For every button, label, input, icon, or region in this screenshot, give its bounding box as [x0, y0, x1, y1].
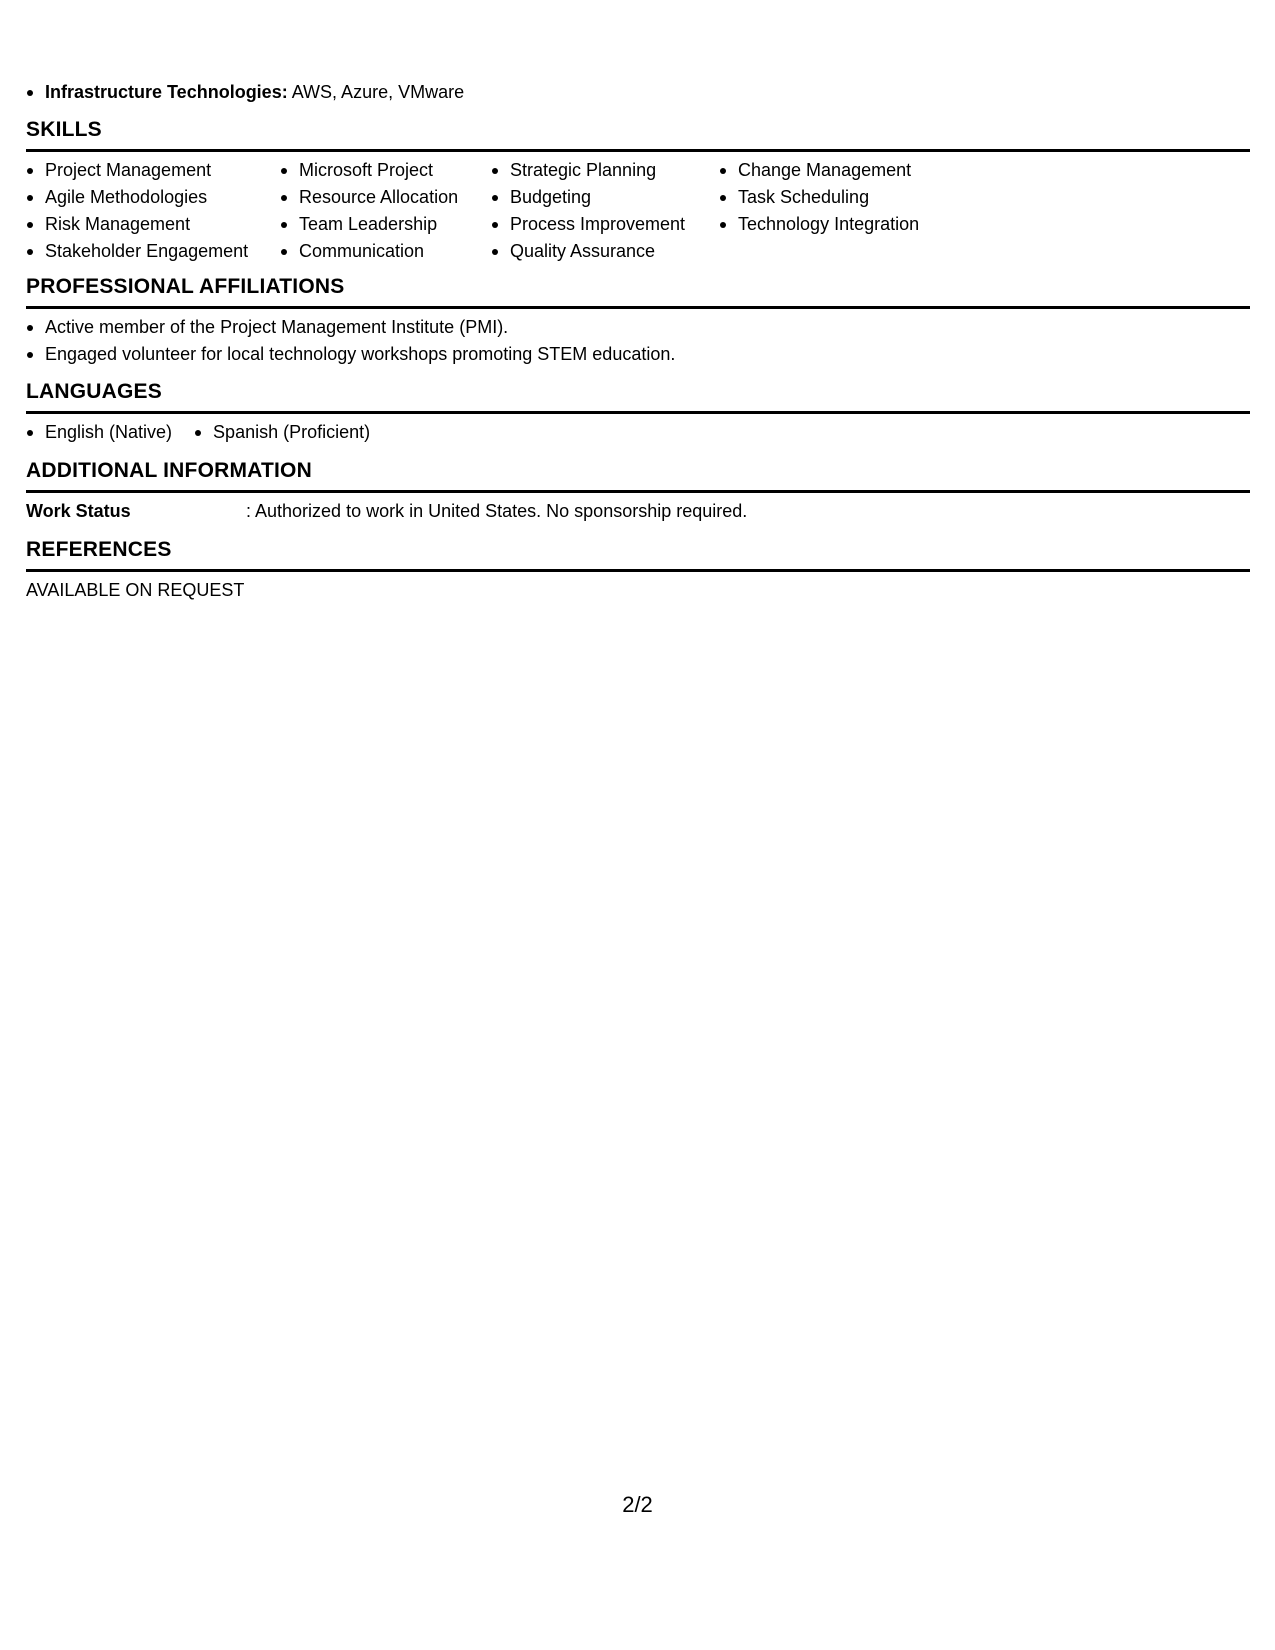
skill-item: Agile Methodologies	[26, 184, 280, 211]
skill-item: Strategic Planning	[491, 157, 719, 184]
skill-item: Quality Assurance	[491, 238, 719, 265]
work-status-row	[26, 498, 1250, 525]
skills-column	[719, 157, 959, 265]
skills-column	[280, 157, 491, 265]
infrastructure-list	[26, 79, 464, 105]
work-status-value: : Authorized to work in United States. No sponsorship required.	[246, 501, 748, 521]
list-item	[26, 79, 464, 105]
section-title: REFERENCES	[26, 538, 172, 561]
section-divider	[26, 490, 1250, 493]
skill-item: Microsoft Project	[280, 157, 491, 184]
languages-section	[26, 379, 1250, 446]
skill-item: Team Leadership	[280, 211, 491, 238]
list-item: Engaged volunteer for local technology workshops promoting STEM education.	[26, 341, 1250, 368]
skill-item: Resource Allocation	[280, 184, 491, 211]
skill-item: Project Management	[26, 157, 280, 184]
language-item: English (Native)	[26, 419, 172, 446]
skill-item: Change Management	[719, 157, 959, 184]
skill-item: Communication	[280, 238, 491, 265]
list-item: Active member of the Project Management Institute (PMI).	[26, 314, 1250, 341]
skill-item: Task Scheduling	[719, 184, 959, 211]
section-divider	[26, 411, 1250, 414]
additional-info-section	[26, 458, 1250, 525]
infrastructure-label: Infrastructure Technologies:	[45, 82, 288, 102]
skill-item: Risk Management	[26, 211, 280, 238]
language-item: Spanish (Proficient)	[194, 419, 370, 446]
skills-column	[491, 157, 719, 265]
section-title: ADDITIONAL INFORMATION	[26, 459, 312, 482]
section-divider	[26, 306, 1250, 309]
skills-section	[26, 117, 1250, 265]
skill-item: Process Improvement	[491, 211, 719, 238]
section-divider	[26, 569, 1250, 572]
skill-item: Stakeholder Engagement	[26, 238, 280, 265]
skill-item: Technology Integration	[719, 211, 959, 238]
skills-grid	[26, 157, 1250, 265]
section-title: PROFESSIONAL AFFILIATIONS	[26, 275, 345, 298]
page-number: 2/2	[622, 1492, 653, 1517]
affiliations-list	[26, 314, 1250, 368]
section-title: LANGUAGES	[26, 380, 162, 403]
skills-column	[26, 157, 280, 265]
references-section	[26, 537, 1250, 604]
languages-list	[26, 419, 1250, 446]
affiliations-section	[26, 274, 1250, 368]
section-divider	[26, 149, 1250, 152]
references-text: AVAILABLE ON REQUEST	[26, 580, 245, 600]
work-status-label: Work Status	[26, 501, 131, 521]
section-title: SKILLS	[26, 118, 102, 141]
infrastructure-value: AWS, Azure, VMware	[291, 82, 465, 102]
skill-item: Budgeting	[491, 184, 719, 211]
